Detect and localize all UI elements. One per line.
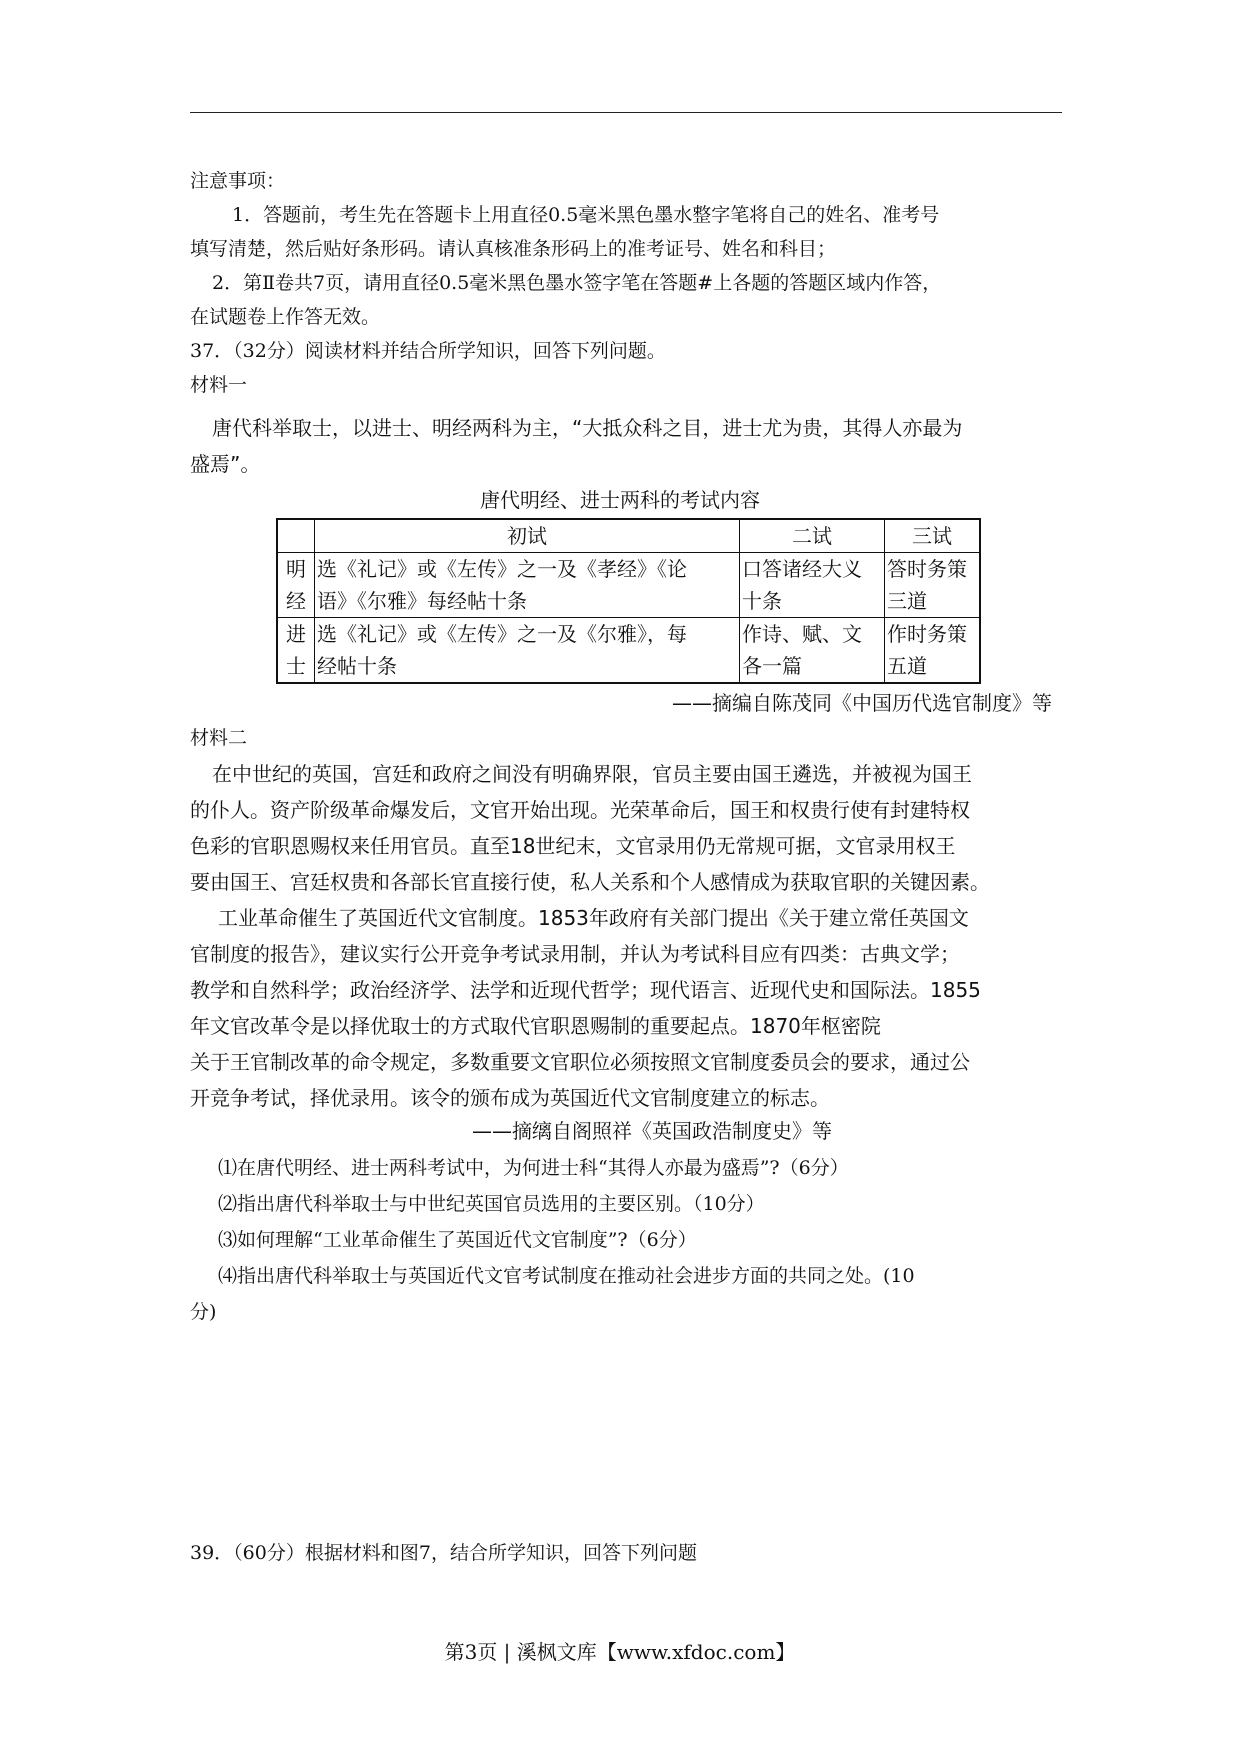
header-rule: [190, 112, 1062, 113]
cell-line: 各一篇: [742, 654, 802, 678]
notice-item-2-line-2: 在试题卷上作答无效。: [190, 306, 381, 328]
material-2-label: 材料二: [190, 727, 248, 749]
table-row-mingjing: [277, 553, 980, 618]
notice-title: 注意事项：: [190, 170, 286, 192]
m2-p1-line-1: 在中世纪的英国，宫廷和政府之间没有明确界限，官员主要由国王遴选，并被视为国王: [212, 762, 972, 786]
cell-first-exam: [315, 618, 740, 684]
material-2-text: [190, 756, 1070, 1116]
material-1-line-1: 唐代科举取士，以进士、明经两科为主，“大抵众科之目，进士尤为贵，其得人亦最为: [212, 416, 963, 440]
notice-item-1-line-1: 1．答题前，考生先在答题卡上用直径0.5毫米黑色墨水整字笔将自己的姓名、准考号: [232, 204, 940, 226]
table-row-jinshi: [277, 618, 980, 684]
table-header-first: 初试: [315, 519, 740, 553]
cell-line: 十条: [742, 589, 782, 613]
m2-p2-line-5: 关于王官制改革的命令规定，多数重要文官职位必须按照文官制度委员会的要求，通过公: [190, 1050, 970, 1074]
sub-question-1: ⑴在唐代明经、进士两科考试中，为何进士科“其得人亦最为盛焉”?（6分）: [218, 1157, 849, 1179]
source-citation-2: ——摘缡自阁照祥《英国政浩制度史》等: [472, 1119, 832, 1143]
row-label: [277, 553, 315, 618]
material-1-line-2: 盛焉”。: [190, 452, 261, 476]
question-37-heading: 37．（32分）阅读材料并结合所学知识，回答下列问题。: [190, 340, 666, 362]
sub-question-2: ⑵指出唐代科举取士与中世纪英国官员选用的主要区别。（10分）: [218, 1193, 765, 1215]
cell-line: 作时务策: [887, 622, 967, 646]
row-label-line: 经: [286, 589, 306, 613]
cell-third-exam: [885, 618, 981, 684]
cell-third-exam: [885, 553, 981, 618]
m2-p2-line-2: 官制度的报告》，建议实行公开竞争考试录用制，并认为考试科目应有四类：古典文学；: [190, 942, 960, 966]
m2-p1-line-4: 要由国王、宫廷权贵和各部长官直接行使，私人关系和个人感情成为获取官职的关键因素。: [190, 870, 990, 894]
material-1-label: 材料一: [190, 374, 248, 396]
row-label: [277, 618, 315, 684]
cell-line: 三道: [887, 589, 927, 613]
sub-question-4-line-1: ⑷指出唐代科举取士与英国近代文官考试制度在推动社会进步方面的共同之处。(10: [218, 1265, 915, 1287]
m2-p2-line-1: 工业革命催生了英国近代文官制度。1853年政府有关部门提出《关于建立常任英国文: [218, 906, 969, 930]
cell-line: 作诗、赋、文: [742, 622, 862, 646]
cell-line: 语》《尔雅》每经帖十条: [317, 589, 527, 613]
cell-second-exam: [740, 553, 885, 618]
row-label-line: 进: [286, 622, 306, 646]
row-label-line: 明: [286, 557, 306, 581]
cell-second-exam: [740, 618, 885, 684]
m2-p1-line-2: 的仆人。资产阶级革命爆发后，文官开始出现。光荣革命后，国王和权贵行使有封建特权: [190, 798, 970, 822]
table-header-corner: [277, 519, 315, 553]
question-39-heading: 39．（60分）根据材料和图7，结合所学知识，回答下列问题: [190, 1542, 697, 1564]
cell-line: 经帖十条: [317, 654, 397, 678]
cell-line: 选《礼记》或《左传》之一及《孝经》《论: [317, 557, 687, 581]
cell-first-exam: [315, 553, 740, 618]
table-header-third: 三试: [885, 519, 981, 553]
m2-p2-line-6: 开竞争考试，择优录用。该令的颁布成为英国近代文官制度建立的标志。: [190, 1086, 830, 1110]
cell-line: 口答诸经大义: [742, 557, 862, 581]
notice-item-2-line-1: 2．第Ⅱ卷共7页，请用直径0.5毫米黑色墨水签字笔在答题#上各题的答题区域内作答，: [212, 272, 942, 294]
source-citation-1: ——摘编自陈茂同《中国历代选官制度》等: [672, 691, 1052, 715]
sub-question-4-line-2: 分): [190, 1301, 217, 1323]
notice-item-1-line-2: 填写清楚，然后贴好条形码。请认真核准条形码上的准考证号、姓名和科目；: [190, 238, 837, 260]
notice-section: [190, 164, 1070, 402]
table-caption: 唐代明经、进士两科的考试内容: [480, 488, 760, 512]
m2-p2-line-3: 教学和自然科学；政治经济学、法学和近现代哲学；现代语言、近现代史和国际法。1855: [190, 978, 981, 1002]
cell-line: 五道: [887, 654, 927, 678]
exam-content-table: [276, 518, 981, 684]
sub-question-3: ⑶如何理解“工业革命催生了英国近代文官制度”?（6分）: [218, 1229, 697, 1251]
cell-line: 答时务策: [887, 557, 967, 581]
table-header-row: [277, 519, 980, 553]
page-footer: 第3页 | 溪枫文库【www.xfdoc.com】: [444, 1640, 796, 1664]
m2-p2-line-4: 年文官改革令是以择优取士的方式取代官职恩赐制的重要起点。1870年枢密院: [190, 1014, 881, 1038]
material-1-text: [190, 410, 1070, 482]
table-header-second: 二试: [740, 519, 885, 553]
cell-line: 选《礼记》或《左传》之一及《尔雅》，每: [317, 622, 687, 646]
row-label-line: 士: [286, 654, 306, 678]
m2-p1-line-3: 色彩的官职恩赐权来任用官员。直至18世纪末，文官录用仍无常规可据，文官录用权王: [190, 834, 956, 858]
sub-questions: [190, 1150, 1070, 1330]
